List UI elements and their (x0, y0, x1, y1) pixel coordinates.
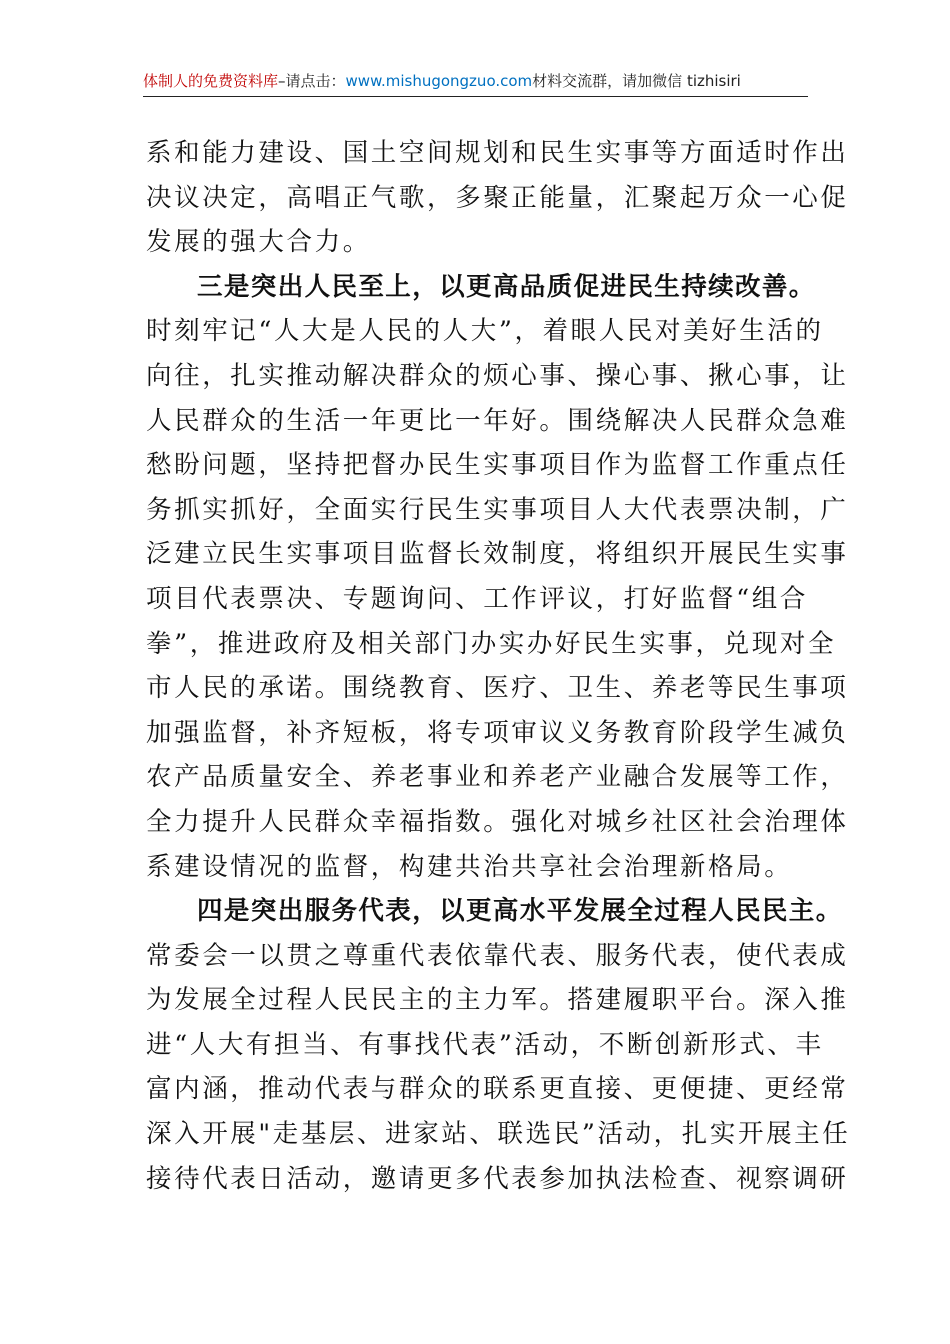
text-line: 系和能力建设、国土空间规划和民生实事等方面适时作出 (146, 138, 849, 168)
text-line: 人民群众的生活一年更比一年好。围绕解决人民群众急难 (146, 405, 849, 436)
text-line: 项目代表票决、专题询问、工作评议，打好监督“组合 (146, 583, 808, 614)
text-line: 发展的强大合力。 (146, 227, 371, 258)
text-line: 富内涵，推动代表与群众的联系更直接、更便捷、更经常 (146, 1074, 849, 1105)
text-line: 市人民的承诺。围绕教育、医疗、卫生、养老等民生事项 (146, 673, 849, 704)
text-line: 常委会一以贯之尊重代表依靠代表、服务代表，使代表成 (146, 940, 849, 971)
section-heading-4: 四是突出服务代表，以更高水平发展全过程人民民主。 (197, 896, 843, 927)
page-header (143, 66, 808, 97)
header-brand: 体制人的免费资料库 (143, 72, 279, 90)
text-line: 接待代表日活动，邀请更多代表参加执法检查、视察调研 (146, 1163, 849, 1194)
text-line: 深入开展"走基层、进家站、联选民”活动，扎实开展主任 (146, 1119, 851, 1150)
section-heading-3: 三是突出人民至上，以更高品质促进民生持续改善。 (197, 271, 816, 302)
text-line: 全力提升人民群众幸福指数。强化对城乡社区社会治理体 (146, 806, 849, 837)
text-line: 向往，扎实推动解决群众的烦心事、操心事、揪心事，让 (146, 360, 849, 391)
document-body (146, 131, 851, 1201)
text-line: 进“人大有担当、有事找代表”活动，不断创新形式、丰 (146, 1029, 824, 1060)
text-line: 务抓实抓好，全面实行民生实事项目人大代表票决制，广 (146, 494, 849, 525)
header-click-prompt: –请点击： (278, 72, 346, 90)
text-line: 为发展全过程人民民主的主力军。搭建履职平台。深入推 (146, 985, 849, 1016)
text-line: 农产品质量安全、养老事业和养老产业融合发展等工作， (146, 762, 849, 793)
text-line: 时刻牢记“人大是人民的人大”，着眼人民对美好生活的 (146, 316, 824, 347)
text-line: 系建设情况的监督，构建共治共享社会治理新格局。 (146, 851, 793, 882)
header-wechat-note: 材料交流群，请加微信 tizhisiri (532, 72, 741, 90)
text-line: 拳”，推进政府及相关部门办实办好民生实事，兑现对全 (146, 628, 837, 659)
text-line: 加强监督，补齐短板，将专项审议义务教育阶段学生减负 (146, 717, 849, 748)
text-line: 愁盼问题，坚持把督办民生实事项目作为监督工作重点任 (146, 450, 849, 481)
text-line: 决议决定，高唱正气歌，多聚正能量，汇聚起万众一心促 (146, 182, 849, 213)
text-line: 泛建立民生实事项目监督长效制度，将组织开展民生实事 (146, 539, 849, 570)
header-url-link[interactable]: www.mishugongzuo.com (345, 72, 533, 90)
